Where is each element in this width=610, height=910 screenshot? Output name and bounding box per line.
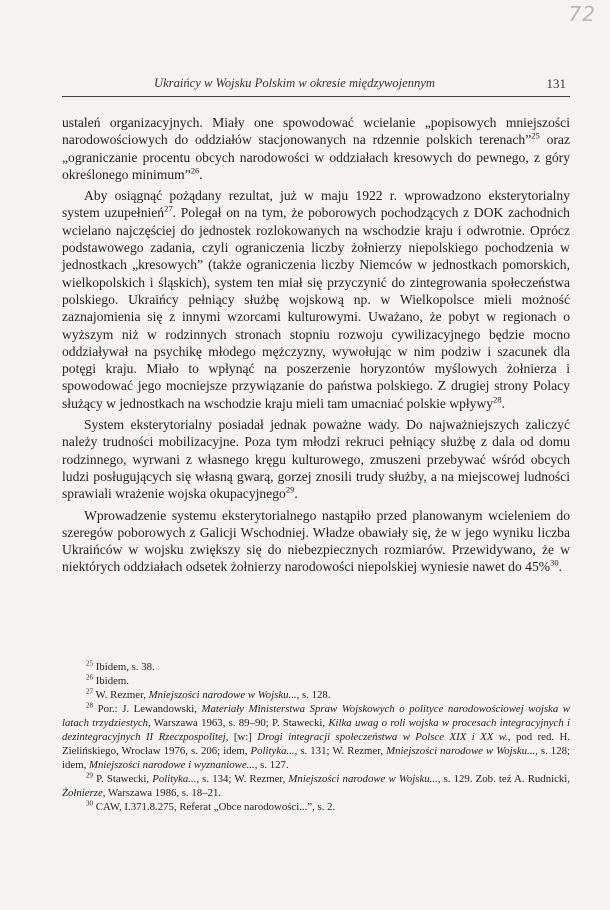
text-run: , Warszawa 1963, s. 89–90; P. Stawecki, (148, 717, 329, 729)
footnote-number: 25 (86, 659, 93, 668)
footnote (62, 772, 570, 800)
text-run: Ibidem, s. 38. (95, 661, 155, 673)
footnote-ref: 25 (531, 130, 540, 141)
text-run: , Warszawa 1986, s. 18–21. (102, 787, 222, 799)
footnote (62, 688, 570, 702)
italic-title: Mniejszości narodowe i wyznaniowe... (89, 759, 255, 771)
text-run: CAW, I.371.8.275, Referat „Obce narodowości...”, s. 2. (95, 801, 336, 813)
footnote-ref: 30 (550, 557, 559, 568)
footnotes (62, 660, 570, 814)
text-run: , [w:] (225, 731, 258, 743)
italic-title: Mniejszości narodowe w Wojsku... (386, 745, 536, 757)
text-run: . (501, 395, 506, 411)
text-run: System eksterytorialny posiadał jednak poważne wady. Do najważniejszych zaliczyć należy trudności mobilizacyjne. Poza tym młodzi rekruci pełniący służbę z dala od domu rodzinnego, wyrwani z własnego kręgu kulturowego, zmuszeni przebywać wśród obcych ludzi posługujących się własną gwarą, gorzej znosili trudy służby, a na miejscowej ludności sprawiali wrażenie wojska okupacyjnego (62, 417, 570, 502)
italic-title: Żołnierze (62, 787, 103, 799)
footnote-number: 29 (86, 771, 93, 780)
italic-title: Drogi integracji społeczeństwa w Polsce XIX i XX w. (257, 731, 508, 743)
running-head-title: Ukraińcy w Wojsku Polskim w okresie międzywojennym (154, 76, 435, 90)
footnote (62, 702, 570, 772)
text-run: Aby osiągnąć pożądany rezultat, już w maju 1922 r. wprowadzono eksterytorialny system uzupełnień (62, 188, 570, 221)
footnote (62, 800, 570, 814)
text-run: oraz „ograniczanie procentu obcych narodowości w oddziałach kresowych do pewnego, z góry określonego minimum” (62, 132, 570, 182)
text-run: , s. 127. (254, 759, 289, 771)
text-run: , s. 128. (296, 689, 331, 701)
footnote-ref: 28 (493, 394, 502, 405)
text-run: . Polegał on na tym, że poborowych pochodzących z DOK zachodnich wcielano najczęściej do jednostek rozlokowanych na wschodzie kraju i odwrotnie. Oprócz podstawowego zadania, czyli ograniczenia liczby żołnierzy niepolskiego pochodzenia w jednostkach „kresowych” (także ograniczenia liczby Niemców w jednostkach pomorskich, wielkopolskich i śląskich), system ten miał się przyczynić do zintegrowania społeczeństwa polskiego. Ukraińcy pełniący służbę wojskową np. w Wielkopolsce mieli możność zaznajomienia się z innymi wzorcami kulturowymi. Uważano, że pobyt w regionach o wyższym niż w rodzinnych stronach stopniu rozwoju cywilizacyjnego będzie mocno oddziaływał na psychikę młodego mężczyzny, wywołując w nim podziw i szacunek dla potęgi kraju. Miało to wpłynąć na poszerzenie horyzontów myślowych żołnierza i spowodować jego mocniejsze przywiązanie do państwa polskiego. Z drugiej strony Polacy służący w jednostkach na wschodzie kraju mieli tam umacniać polskie wpływy (62, 205, 570, 411)
italic-title: Polityka... (250, 745, 295, 757)
text-run: , pod red. H. Zielińskiego, Wrocław 1976, s. 206; idem, (62, 731, 570, 757)
italic-title: Mniejszości narodowe w Wojsku... (148, 689, 297, 701)
italic-title: Materiały Ministerstwa Spraw Wojskowych o polityce narodowościowej wojska w latach trzydziestych (62, 703, 570, 729)
footnote (62, 674, 570, 688)
text-run: P. Stawecki, (96, 773, 153, 785)
text-run: . (199, 166, 203, 182)
footnote (62, 660, 570, 674)
paragraph (62, 114, 570, 183)
text-run: Por.: J. Lewandowski, (97, 703, 202, 715)
italic-title: Polityka... (152, 773, 197, 785)
text-run: Wprowadzenie systemu eksterytorialnego nastąpiło przed planowanym wcieleniem do szeregów poborowych z Galicji Wschodniej. Władze obawiały się, że w jego wyniku liczba Ukraińców w wojsku zwiększy się do niebezpiecznych rozmiarów. Przewidywano, że w niektórych oddziałach odsetek żołnierzy narodowości niepolskiej wyniesie nawet do 45% (62, 507, 570, 575)
text-run: ustaleń organizacyjnych. Miały one spowodować wcielanie „popisowych mniejszości narodowościowych do oddziałów stacjonowanych na rdzennie polskich terenach” (62, 115, 570, 148)
paragraph (62, 507, 570, 576)
text-run: . (558, 559, 563, 575)
running-head (62, 74, 570, 97)
italic-title: Mniejszości narodowe w Wojsku... (288, 773, 438, 785)
paragraph (62, 416, 570, 502)
footnote-ref: 27 (164, 203, 173, 214)
footnote-ref: 29 (285, 484, 295, 495)
text-run: , s. 129. Zob. też A. Rudnicki, (437, 773, 570, 785)
main-text (62, 114, 570, 580)
page-number: 131 (546, 76, 566, 91)
footnote-ref: 26 (190, 165, 200, 176)
footnote-number: 28 (86, 701, 93, 710)
text-run: , s. 131; W. Rezmer, (294, 745, 387, 757)
text-run: . (294, 486, 298, 502)
footnote-number: 30 (86, 799, 93, 808)
text-run: , s. 128; idem, (62, 745, 570, 771)
text-run: W. Rezmer, (95, 689, 149, 701)
italic-title: Kilka uwag o roli wojska w procesach integracyjnych i dezintegracyjnych II Rzeczpospolitej (62, 717, 570, 743)
paragraph (62, 187, 570, 412)
text-run: , s. 134; W. Rezmer, (196, 773, 289, 785)
footnote-number: 26 (86, 673, 93, 682)
pencil-page-mark: 72 (568, 2, 596, 26)
footnote-number: 27 (86, 687, 93, 696)
text-run: Ibidem. (95, 675, 129, 687)
